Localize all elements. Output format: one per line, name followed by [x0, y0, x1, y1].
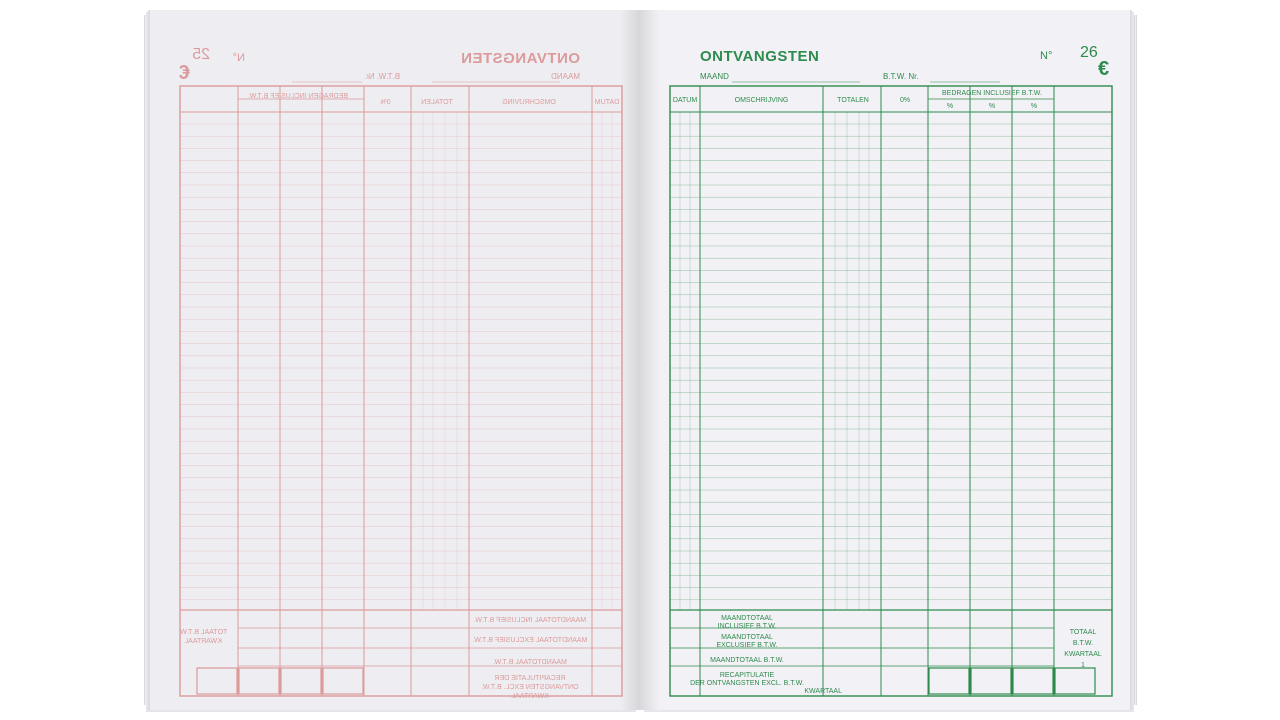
- left-footer-total-vat: TOTAAL B.T.W. KWARTAAL: [178, 629, 228, 645]
- page-edges-right: [1132, 15, 1137, 705]
- recap-box: [971, 668, 1011, 694]
- right-footer-total-3: KWARTAAL: [1064, 651, 1102, 658]
- right-page-title: ONTVANGSTEN: [700, 48, 820, 65]
- right-month-label: MAAND: [700, 72, 729, 81]
- left-page: [150, 10, 640, 710]
- right-col-totals: TOTALEN: [837, 97, 869, 104]
- left-col-amounts: BEDRAGEN INCLUSIEF B.T.W.: [248, 93, 348, 100]
- right-page-number: 26: [1080, 44, 1098, 61]
- left-col-date: DATUM: [594, 99, 620, 106]
- right-footer-total-4: 1: [1081, 662, 1085, 669]
- right-col-percent-1: %: [946, 103, 954, 110]
- ledger-frame: [180, 86, 622, 696]
- recap-box: [239, 668, 279, 694]
- left-vat-label: B.T.W. Nr.: [364, 72, 400, 81]
- left-footer-incl: MAANDTOTAAL INCLUSIEF B.T.W.: [473, 617, 587, 624]
- right-footer-total-2: B.T.W.: [1072, 640, 1094, 647]
- right-footer-excl-2: EXCLUSIEF B.T.W.: [716, 642, 778, 649]
- right-footer-recap-1: RECAPITULATIE: [719, 672, 775, 679]
- right-footer-excl-1: MAANDTOTAAL: [721, 634, 773, 641]
- page-edges-left: [144, 15, 149, 705]
- left-footer-recap: RECAPITULATIE DER ONTVANGSTEN EXCL. B.T.W. KWARTAAL: [481, 675, 579, 700]
- left-month-label: MAAND: [551, 72, 580, 81]
- right-col-description: OMSCHRIJVING: [734, 97, 789, 104]
- right-vat-label: B.T.W. Nr.: [883, 72, 919, 81]
- left-col-description: OMSCHRIJVING: [502, 99, 556, 106]
- right-footer-recap-3: KWARTAAL: [804, 688, 842, 695]
- left-footer-vat: MAANDTOTAAL B.T.W.: [493, 659, 567, 666]
- left-euro-icon: €: [178, 62, 190, 84]
- right-ledger-grid: [640, 10, 1130, 710]
- recap-box: [1013, 668, 1053, 694]
- left-number-prefix: N°: [232, 52, 245, 64]
- left-page-title: ONTVANGSTEN: [460, 50, 580, 67]
- right-col-percent-3: %: [1030, 103, 1038, 110]
- right-footer-incl-2: INCLUSIEF B.T.W.: [717, 623, 777, 630]
- right-col-zero: 0%: [899, 97, 911, 104]
- book-spine-shadow: [620, 10, 660, 710]
- recap-box: [323, 668, 363, 694]
- left-col-zero: 0%: [380, 99, 391, 106]
- right-footer-incl-1: MAANDTOTAAL: [721, 615, 773, 622]
- recap-box: [929, 668, 969, 694]
- right-footer-total-1: TOTAAL: [1069, 629, 1097, 636]
- right-footer-recap-2: DER ONTVANGSTEN EXCL. B.T.W.: [690, 680, 804, 687]
- right-page: [640, 10, 1130, 710]
- left-ledger-grid: [150, 10, 640, 710]
- recap-box: [281, 668, 321, 694]
- right-col-amounts: BEDRAGEN INCLUSIEF B.T.W.: [942, 90, 1042, 97]
- right-euro-icon: €: [1098, 58, 1110, 80]
- recap-box: [1055, 668, 1095, 694]
- left-footer-excl: MAANDTOTAAL EXCLUSIEF B.T.W.: [472, 637, 588, 644]
- right-col-date: DATUM: [672, 97, 698, 104]
- right-number-prefix: N°: [1040, 50, 1053, 62]
- recap-box: [197, 668, 237, 694]
- right-footer-vat: MAANDTOTAAL B.T.W.: [710, 657, 784, 664]
- left-col-totals: TOTALEN: [421, 99, 453, 106]
- open-ledger-book: [150, 10, 1135, 710]
- ledger-frame: [670, 86, 1112, 696]
- left-page-mirrored-print: [150, 10, 640, 710]
- left-page-number: 25: [192, 46, 210, 63]
- right-col-percent-2: %: [988, 103, 996, 110]
